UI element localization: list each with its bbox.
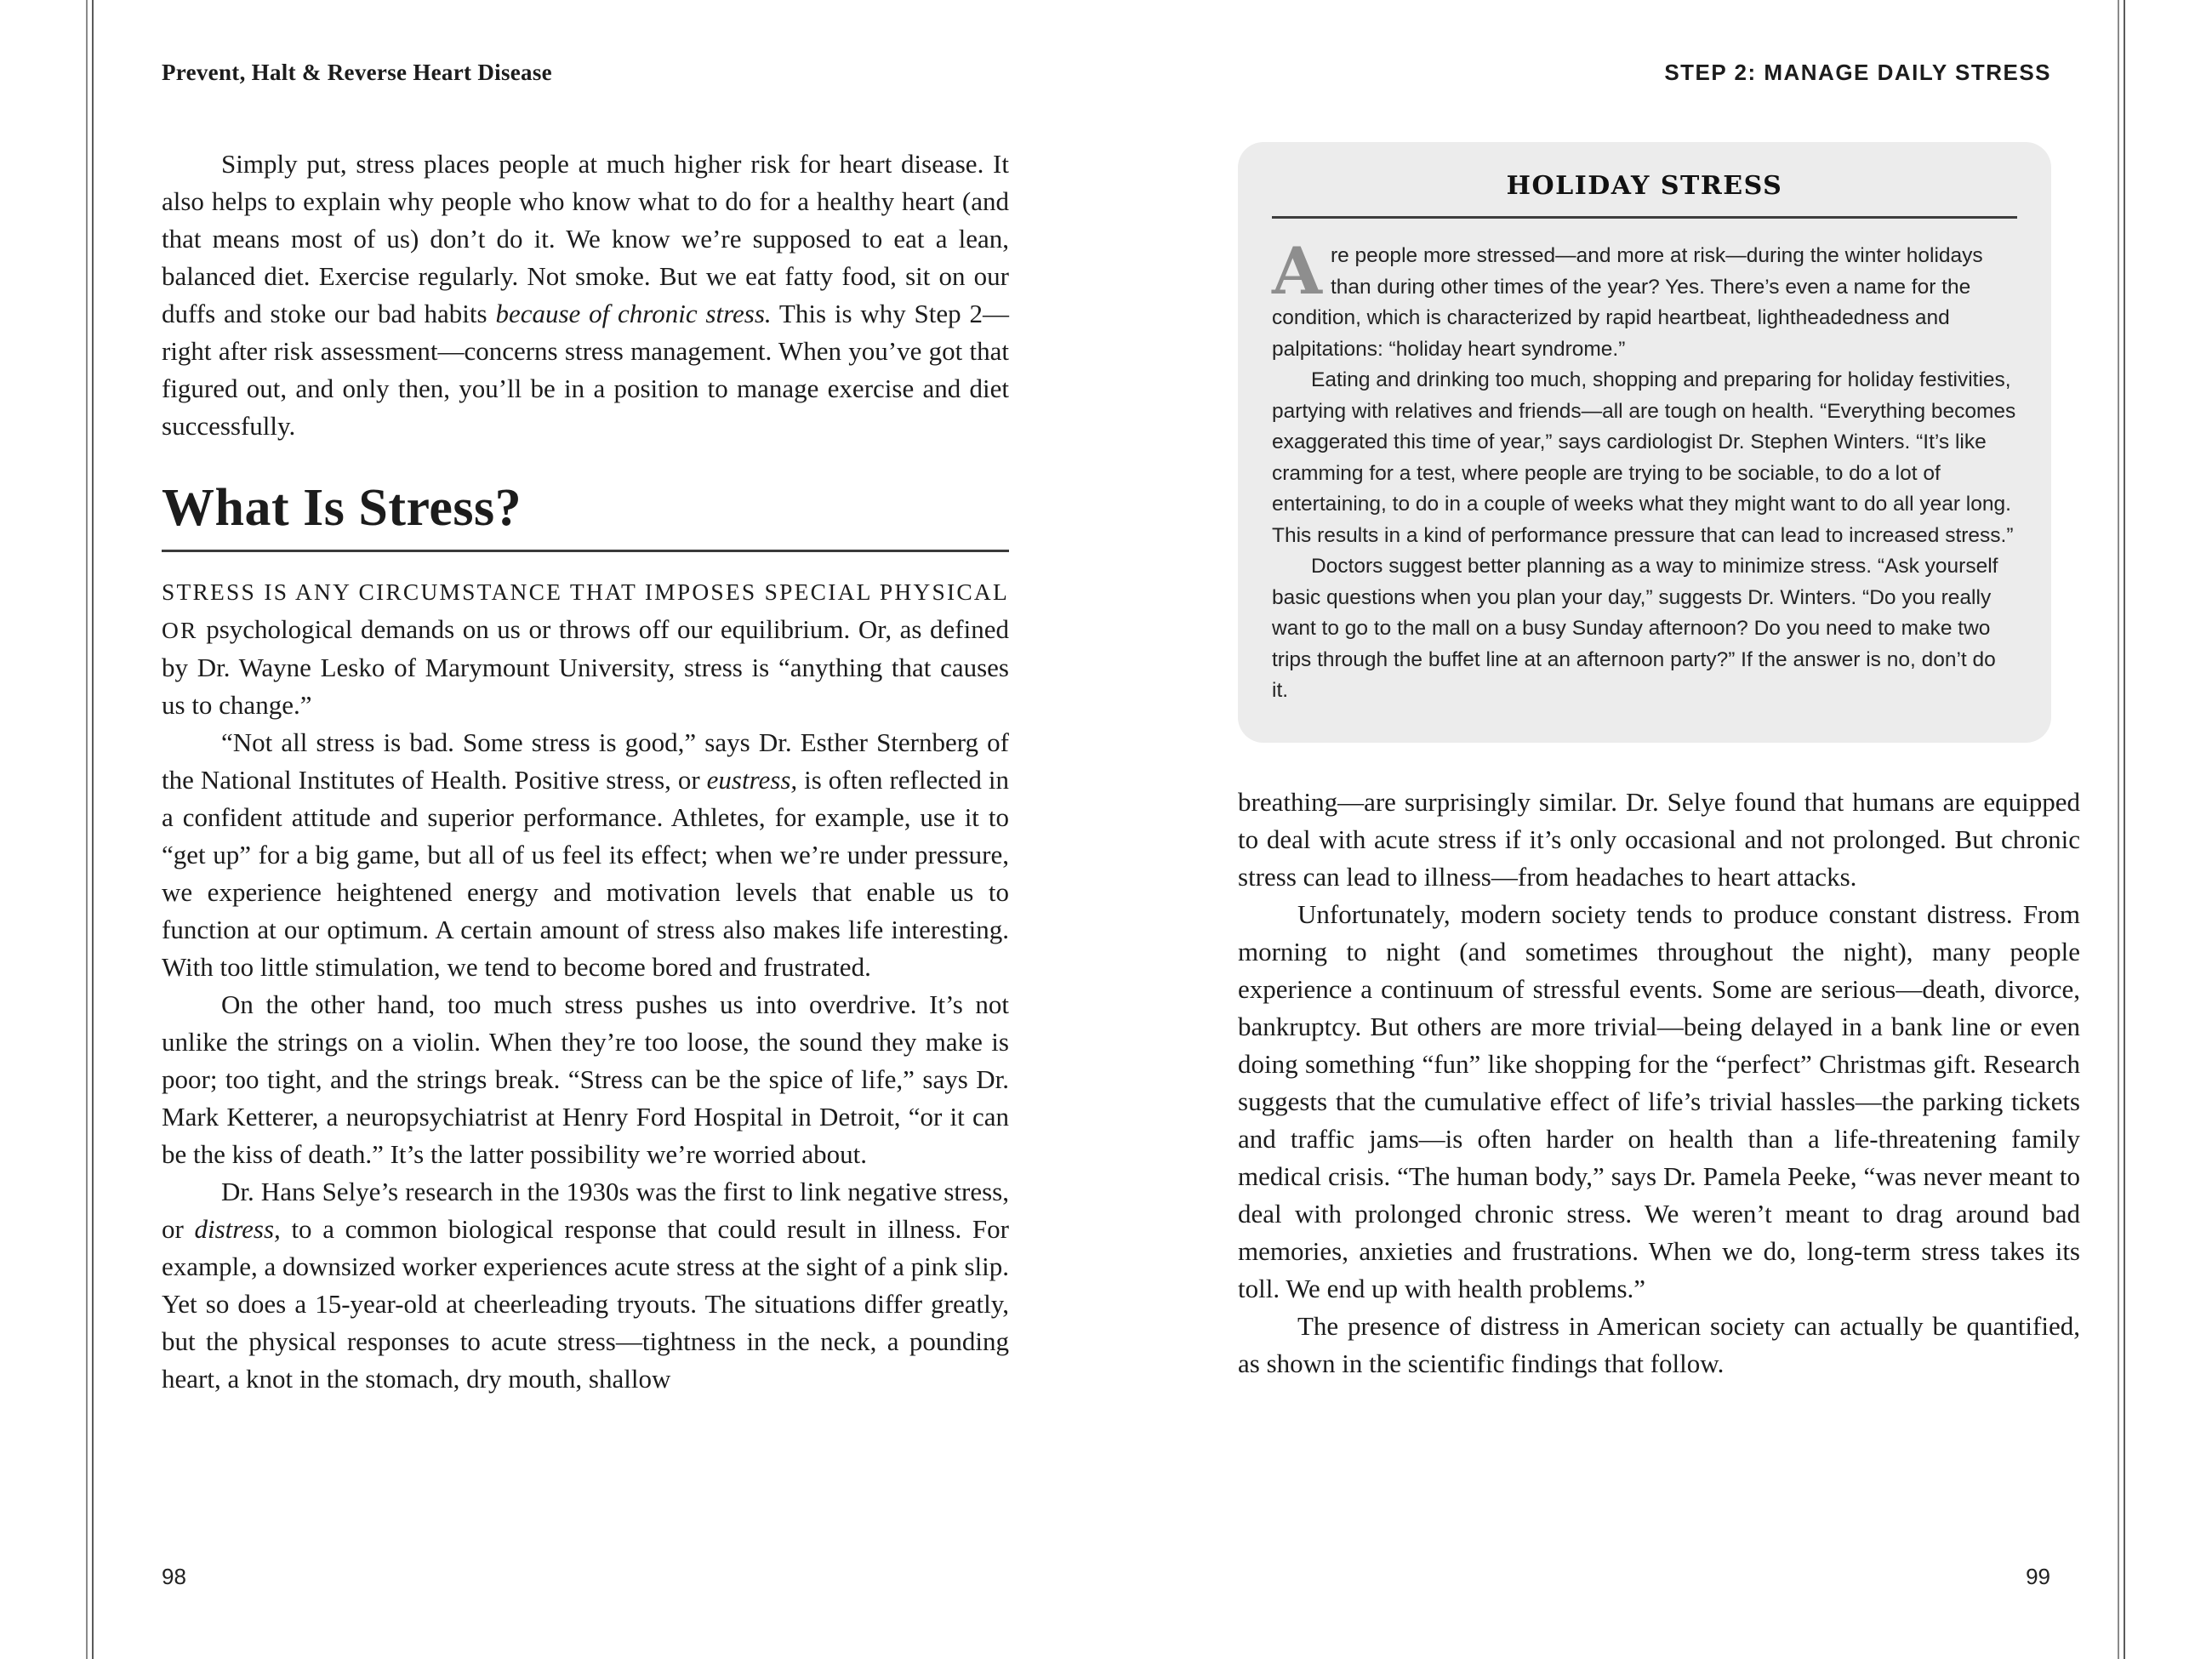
selye-text-cont: to a common biological response that could result in illness. For example, a downsized worker experiences acute stress at the sight of a pink slip. Yet so does a 15-year-old at cheerleading tryouts. The situations differ greatly, but the physical responses to acute stress—tightness in the neck, a pounding heart, a knot in the stomach, dry mouth, shallow bbox=[162, 1214, 1009, 1394]
right-page bbox=[1238, 60, 2080, 1382]
right-page-edge-lines bbox=[2118, 0, 2125, 1659]
selye-text: Dr. Hans Selye’s research in the 1930s was the first to link negative stress, or bbox=[162, 1177, 1009, 1245]
lead-smallcaps: STRESS IS ANY CIRCUMSTANCE THAT IMPOSES SPECIAL PHYSICAL OR bbox=[162, 579, 1009, 644]
sidebar-paragraph-2: Eating and drinking too much, shopping and preparing for holiday festivities, partying with relatives and friends—all are tough on health. “Everything becomes exaggerated this time of year,” says cardiologist Dr. Stephen Winters. “It’s like cramming for a test, where people are trying to be sociable, to do a lot of entertaining, to do in a couple of weeks what they might want to do all year long. This results in a kind of performance pressure that can lead to increased stress.” bbox=[1272, 368, 2016, 547]
eustress-italic: eustress, bbox=[706, 765, 798, 795]
sidebar-paragraph-3: Doctors suggest better planning as a way to minimize stress. “Ask yourself basic questions when you plan your day,” suggests Dr. Winters. “Do you really want to go to the mall on a busy Sunday afternoon? Do you need to make two trips through the buffet line at an afternoon party?” If the answer is no, don’t do it. bbox=[1272, 555, 1998, 702]
distress-italic: distress, bbox=[194, 1214, 281, 1245]
intro-italic-phrase: because of chronic stress. bbox=[495, 299, 772, 328]
lead-text: psychological demands on us or throws off our equilibrium. Or, as defined by Dr. Wayne Lesko of Marymount University, stress is “anything that causes us to change.” bbox=[162, 614, 1009, 721]
paragraph-breathing: breathing—are surprisingly similar. Dr. Selye found that humans are equipped to deal with acute stress if it’s only occasional and not prolonged. But chronic stress can lead to illness—from headaches to heart attacks. bbox=[1238, 786, 2080, 892]
section-title: What Is Stress? bbox=[162, 479, 522, 537]
right-running-head: STEP 2: MANAGE DAILY STRESS bbox=[1664, 60, 2051, 85]
paragraph-presence-of-distress: The presence of distress in American society can actually be quantified, as shown in the scientific findings that follow. bbox=[1238, 1310, 2080, 1378]
not-all-text: “Not all stress is bad. Some stress is good,” says Dr. Esther Sternberg of the National Institutes of Health. Positive stress, or bbox=[162, 727, 1009, 795]
sidebar-dropcap: A bbox=[1272, 233, 1322, 309]
lead-paragraph bbox=[162, 573, 1009, 724]
paragraph-unfortunately: Unfortunately, modern society tends to produce constant distress. From morning to night (and sometimes throughout the night), many people experience a continuum of stressful events. Some are serious—death, divorce, bankruptcy. But others are more trivial—being delayed in a bank line or even doing something “fun” like shopping for the “perfect” Christmas gift. Research suggests that the cumulative effect of life’s trivial hassles—the parking tickets and traffic jams—is often harder on health than a life-threatening family medical crisis. “The human body,” says Dr. Pamela Peeke, “was never meant to deal with prolonged chronic stress. We weren’t meant to drag around bad memories, anxieties and frustrations. When we do, long-term stress takes its toll. We end up with health problems.” bbox=[1238, 898, 2080, 1303]
paragraph-other-hand: On the other hand, too much stress pushes us into overdrive. It’s not unlike the strings on a violin. When they’re too loose, the sound they make is poor; too tight, and the strings break. “Stress can be the spice of life,” says Dr. Mark Ketterer, a neuropsychiatrist at Henry Ford Hospital in Detroit, “or it can be the kiss of death.” It’s the latter possibility we’re worried about. bbox=[162, 989, 1009, 1170]
left-running-head: Prevent, Halt & Reverse Heart Disease bbox=[162, 60, 552, 85]
paragraph-selye bbox=[162, 1173, 1009, 1398]
sidebar-title-rule bbox=[1272, 216, 2017, 219]
intro-paragraph bbox=[162, 145, 1009, 445]
not-all-text-cont: is often reflected in a confident attitude and superior performance. Athletes, for example, use it to “get up” for a big game, but all of us feel its effect; when we’re under pressure, we experience heightened energy and motivation levels that enable us to function at our optimum. A certain amount of stress also makes life interesting. With too little stimulation, we tend to become bored and frustrated. bbox=[162, 765, 1009, 983]
section-title-rule bbox=[162, 550, 1009, 552]
right-page-number: 99 bbox=[2026, 1564, 2050, 1589]
intro-text: Simply put, stress places people at much higher risk for heart disease. It also helps to explain why people who know what to do for a healthy heart (and that means most of us) don’t do it. We know we’re supposed to eat a lean, balanced diet. Exercise regularly. Not smoke. But we eat fatty food, sit on our duffs and stoke our bad habits bbox=[162, 149, 1009, 328]
left-page bbox=[162, 60, 1009, 1398]
paragraph-not-all-stress bbox=[162, 724, 1009, 986]
sidebar-paragraph-1-text: re people more stressed—and more at risk—during the winter holidays than during other times of the year? Yes. There’s even a name for the condition, which is characterized by rapid heartbeat, lightheadedness and palpitations: “holiday heart syndrome.” bbox=[1272, 244, 1983, 361]
left-page-number: 98 bbox=[162, 1564, 186, 1589]
holiday-stress-sidebar bbox=[1238, 142, 2051, 743]
intro-text-cont: This is why Step 2—right after risk assessment—concerns stress management. When you’ve got that figured out, and only then, you’ll be in a position to manage exercise and diet successfully. bbox=[162, 299, 1009, 441]
left-page-edge-lines bbox=[86, 0, 94, 1659]
sidebar-title: HOLIDAY STRESS bbox=[1506, 171, 1783, 201]
sidebar-paragraph-1 bbox=[1272, 233, 2017, 365]
